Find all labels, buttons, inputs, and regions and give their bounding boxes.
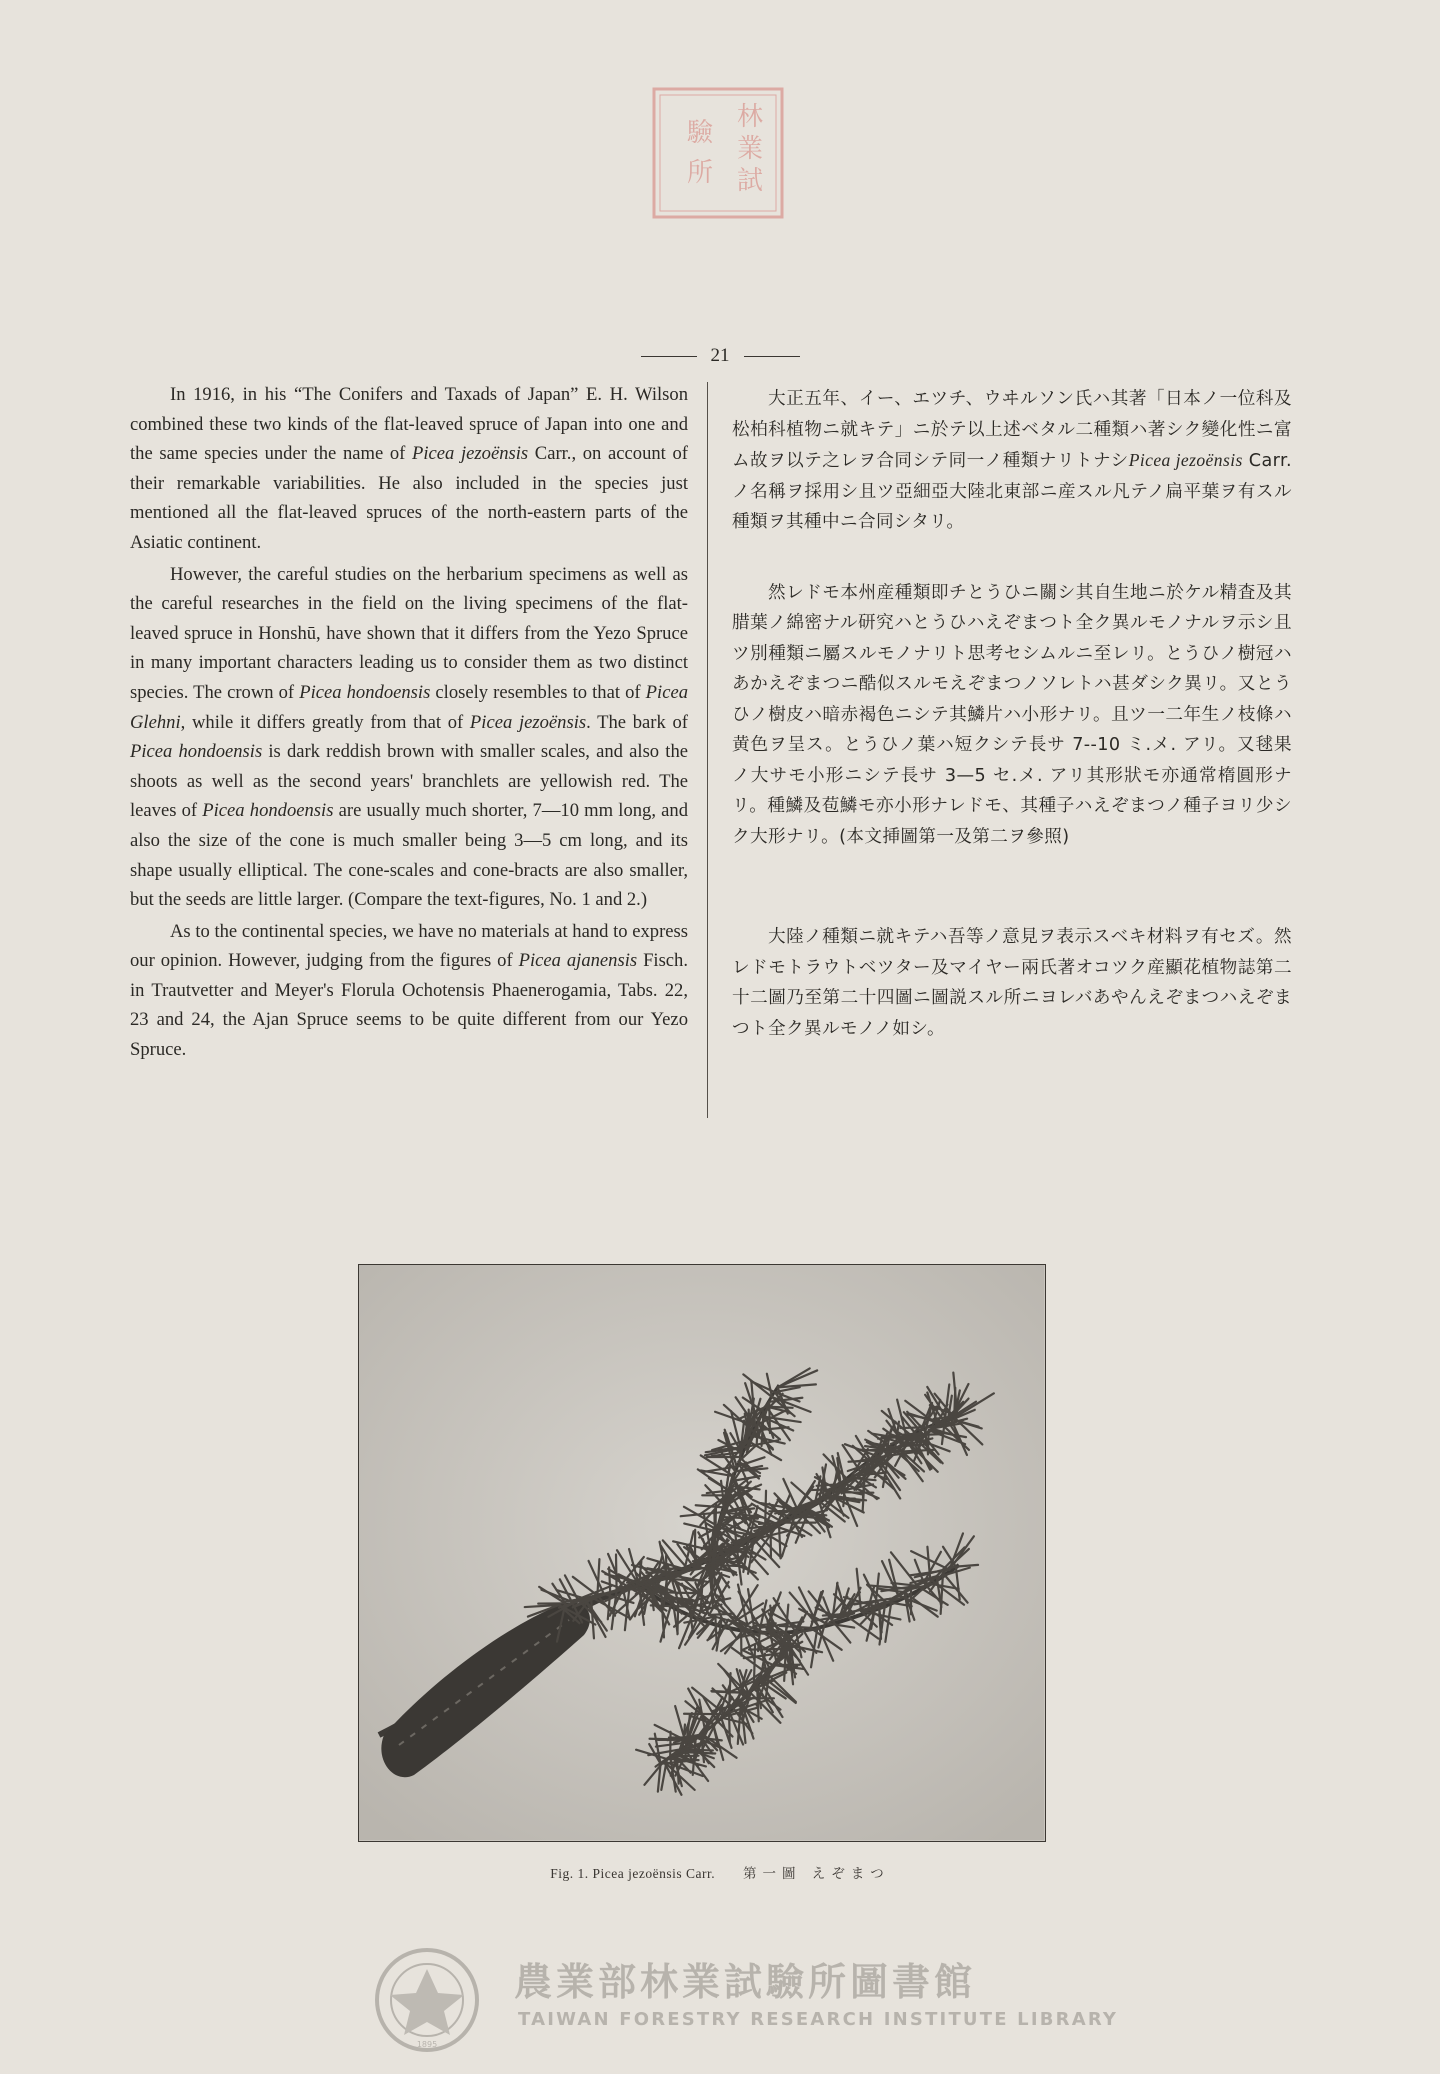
species-name: Picea jezoënsis xyxy=(469,711,587,733)
english-paragraph-1 xyxy=(130,380,688,558)
page-number-rule-right xyxy=(744,356,800,357)
species-name: Picea jezoënsis xyxy=(412,443,529,465)
svg-text:試: 試 xyxy=(736,166,764,196)
japanese-paragraph-1 xyxy=(732,384,1292,538)
page-number-rule-left xyxy=(641,356,697,357)
text-run: Fisch. in Trautvetter and Meyer's Florula Ochotensis Phaenerogamia, Tabs. 22, 23 and 24, the Ajan Spruce seems to be quite different from our Yezo Spruce. xyxy=(130,950,689,1061)
japanese-paragraph-2: 然レドモ本州産種類即チとうひニ關シ其自生地ニ於ケル精査及其腊葉ノ綿密ナル研究ハとうひハえぞまつト全ク異ルモノナルヲ示シ且ツ別種類ニ屬スルモノナリト思考セシムルニ至レリ。とうひノ樹冠ハあかえぞまつニ酷似スルモえぞまつノソレトハ甚ダシク異リ。又とうひノ樹皮ハ暗赤褐色ニシテ其鱗片ハ小形ナリ。且ツ一二年生ノ枝條ハ黄色ヲ呈ス。とうひノ葉ハ短クシテ長サ 7--10 ミ.メ. アリ。又毬果ノ大サモ小形ニシテ長サ 3—5 セ.メ. アリ其形狀モ亦通常楕圓形ナリ。種鱗及苞鱗モ亦小形ナレドモ、其種子ハえぞまつノ種子ヨリ少シク大形ナリ。(本文挿圖第一及第二ヲ參照) xyxy=(732,582,1292,847)
text-run: closely resembles to that of xyxy=(430,681,646,703)
species-name: Picea jezoënsis xyxy=(1128,450,1243,470)
text-run: Carr. ノ名稱ヲ採用シ且ツ亞細亞大陸北東部ニ産スル凡テノ扁平葉ヲ有スル種類ヲ其種中ニ合同シタリ。 xyxy=(732,451,1292,532)
species-name: Picea ajanensis xyxy=(518,950,638,972)
text-run: . The bark of xyxy=(586,711,688,733)
figure-caption-japanese: 第一圖 えぞまつ xyxy=(742,1866,890,1882)
text-run: 大正五年、イー、エツチ、ウヰルソン氏ハ其著「日本ノ一位科及松柏科植物ニ就キテ」ニ於テ以上述ベタル二種類ハ著シク變化性ニ富ム故ヲ以テ之レヲ合同シテ同一ノ種類ナリトナシ xyxy=(732,389,1292,471)
english-paragraph-2 xyxy=(130,560,688,915)
library-seal-stamp xyxy=(650,85,786,221)
figure-photo-picea-jezoensis xyxy=(358,1264,1046,1842)
svg-text:驗: 驗 xyxy=(686,118,714,148)
text-run: , while it differs greatly from that of xyxy=(180,711,470,733)
figure-caption xyxy=(0,1862,1440,1882)
svg-text:所: 所 xyxy=(686,158,714,188)
text-run: In 1916, in his “The Conifers and Taxads of Japan” E. H. Wilson combined these two kinds of the flat-leaved spruce of Japan into one and the same species under the name of xyxy=(130,384,688,465)
species-name: Picea hondoensis xyxy=(202,800,334,822)
english-paragraph-3 xyxy=(130,917,688,1065)
library-name-chinese: 農業部林業試驗所圖書館 xyxy=(514,1960,977,2004)
library-watermark xyxy=(372,1945,1119,2049)
text-run: is dark reddish brown with smaller scales, and also the shoots as well as the second years' branchlets are yellowish red. The leaves of xyxy=(130,741,689,822)
text-run: However, the careful studies on the herbarium specimens as well as the careful researches in the field on the living specimens of the flat-leaved spruce in Honshū, have shown that it differs from the Yezo Spruce in many important characters leading us to consider them as two distinct species. The crown of xyxy=(130,563,688,703)
figure-caption-english: Fig. 1. Picea jezoënsis Carr. xyxy=(550,1866,716,1881)
svg-text:林: 林 xyxy=(736,102,764,132)
page-number-header xyxy=(0,342,1440,370)
species-name: Picea hondoensis xyxy=(299,681,431,703)
text-run: are usually much shorter, 7—10 mm long, and also the size of the cone is much smaller being 3—5 cm long, and its shape usually elliptical. The cone-scales and cone-bracts are also smaller, but the seeds are little larger. (Compare the text-figures, No. 1 and 2.) xyxy=(130,800,688,911)
text-run: Carr., on account of their remarkable variabilities. He also included in the species just mentioned all the flat-leaved spruces of the north-eastern parts of the Asiatic continent. xyxy=(130,443,688,553)
spruce-branch-illustration xyxy=(359,1265,1044,1840)
species-name: Picea hondoensis xyxy=(130,741,263,763)
species-name: Picea Glehni xyxy=(130,681,688,733)
column-divider xyxy=(707,382,708,1118)
japanese-paragraph-3: 大陸ノ種類ニ就キテハ吾等ノ意見ヲ表示スベキ材料ヲ有セズ。然レドモトラウトベツター及マイヤー兩氏著オコツク産顯花植物誌第二十二圖乃至第二十四圖ニ圖説スル所ニヨレバあやんえぞまつハえぞまつト全ク異ルモノノ如シ。 xyxy=(732,927,1292,1039)
page-number: 21 xyxy=(710,345,730,366)
institute-emblem-icon xyxy=(372,1945,482,2055)
english-column xyxy=(130,380,688,1067)
text-run: As to the continental species, we have no materials at hand to express our opinion. However, judging from the figures of xyxy=(130,920,688,972)
svg-text:1895: 1895 xyxy=(416,2040,438,2049)
library-name-english: TAIWAN FORESTRY RESEARCH INSTITUTE LIBRARY xyxy=(518,2009,1119,2030)
svg-text:業: 業 xyxy=(736,134,764,164)
japanese-column xyxy=(732,384,1292,1044)
